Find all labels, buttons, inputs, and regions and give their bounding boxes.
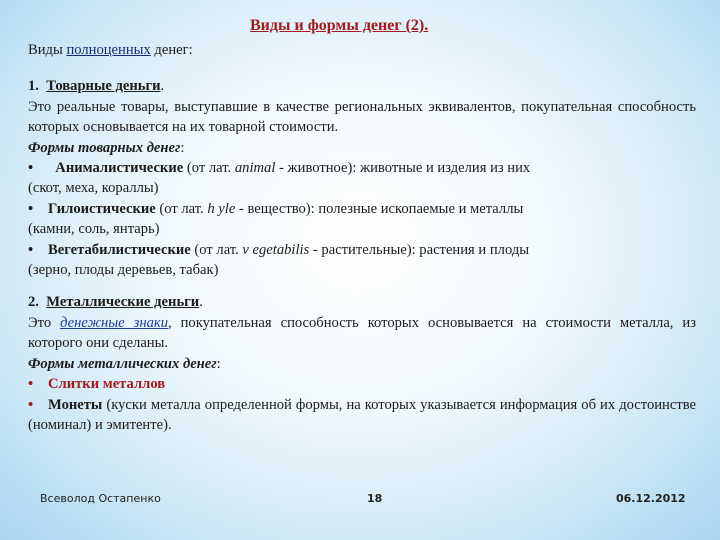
section2-text-after: , покупательная способность которых основывается на стоимости металла, из которого они сделаны.: [28, 314, 696, 352]
bullet-icon: •: [28, 200, 34, 217]
section2-number: 2.: [28, 294, 39, 311]
forms1-item-1: [28, 158, 696, 178]
bullet-icon: •: [28, 396, 34, 413]
section1-forms-label: [28, 138, 696, 158]
forms1-item-3-name: Вегетабилистические: [48, 241, 191, 258]
section1-number: 1.: [28, 78, 39, 95]
forms2-item-2-rest: (куски металла определенной формы, на которых указывается информация об их достоинстве (номинал) и эмитенте).: [28, 396, 696, 433]
section2-heading: [28, 292, 696, 312]
forms1-item-1-latin: animal: [234, 160, 276, 177]
forms1-item-2-name: Гилоистические: [48, 200, 156, 217]
section2-text-before: Это: [28, 314, 61, 331]
slide-title: Виды и формы денег (2).: [250, 17, 429, 34]
footer: [0, 492, 720, 508]
footer-page-number: 18: [367, 492, 383, 505]
section2-forms-label: [28, 354, 696, 374]
forms1-item-1-post: - животное): животные и изделия из них: [275, 160, 531, 177]
forms2-item-2: [28, 395, 696, 436]
forms1-item-1-name: Анималистические: [55, 160, 184, 177]
forms1-item-2-line2: (камни, соль, янтарь): [28, 221, 160, 238]
footer-date: 06.12.2012: [616, 492, 686, 505]
section1-forms-colon: :: [180, 139, 185, 156]
forms1-item-2-post: - вещество): полезные ископаемые и металлы: [235, 200, 524, 217]
section2-title-end: .: [199, 294, 203, 311]
forms1-item-2-latin: h yle: [207, 200, 236, 217]
intro-line: [28, 40, 696, 60]
section1-title-end: .: [160, 78, 165, 95]
forms1-item-3-post: - растительные): растения и плоды: [309, 241, 530, 258]
bullet-icon: •: [28, 241, 34, 258]
section2-forms-text: Формы металлических денег: [28, 355, 217, 372]
intro-before: Виды: [28, 42, 67, 58]
forms1-item-3: [28, 240, 696, 260]
section1-title: Товарные деньги: [46, 78, 161, 95]
forms1-item-1-line2: (скот, меха, кораллы): [28, 180, 159, 197]
footer-author: Всеволод Остапенко: [40, 492, 161, 505]
intro-highlight: полноценных: [66, 42, 151, 58]
section2-forms-colon: :: [216, 355, 221, 372]
money-tokens-link[interactable]: денежные знаки: [60, 314, 168, 331]
section1-heading: [28, 76, 696, 96]
section2-text: [28, 313, 696, 354]
section1-forms-text: Формы товарных денег: [28, 139, 181, 156]
intro-after: денег:: [150, 42, 193, 58]
forms1-item-3-line2: (зерно, плоды деревьев, табак): [28, 262, 219, 279]
bullet-icon: •: [28, 160, 34, 177]
slide-content: [28, 40, 696, 435]
forms1-item-1-pre: (от лат.: [183, 160, 235, 177]
forms2-item-1: [28, 374, 696, 394]
bullet-icon: •: [28, 376, 34, 393]
forms1-item-2: [28, 199, 696, 219]
section1-text: Это реальные товары, выступавшие в качестве региональных эквивалентов, покупательная способность которых основывается на их товарной стоимости.: [28, 98, 696, 136]
section2-title: Металлические деньги: [46, 294, 200, 311]
forms2-item-1-name: Слитки металлов: [48, 376, 166, 393]
forms1-item-3-pre: (от лат.: [190, 241, 243, 258]
forms1-item-3-latin: v egetabilis: [242, 241, 310, 258]
forms2-item-2-name: Монеты: [48, 396, 103, 413]
forms1-item-2-pre: (от лат.: [155, 200, 208, 217]
